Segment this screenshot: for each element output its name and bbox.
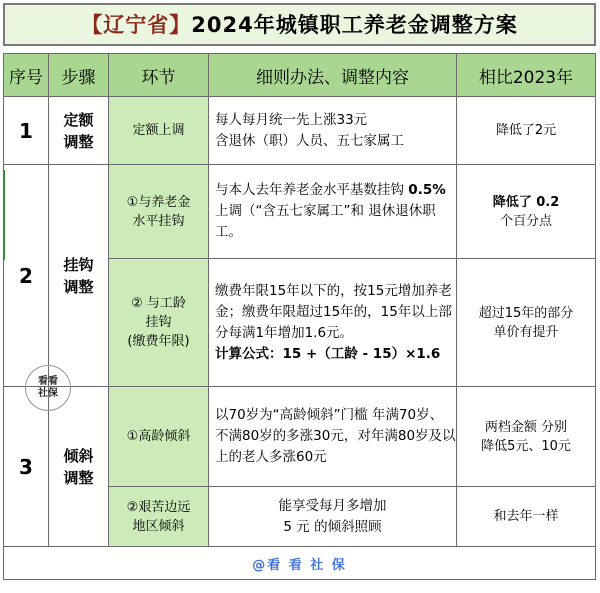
compare-bold: 降低了 0.2: [492, 194, 560, 210]
page-title: [3, 3, 596, 46]
row-step: 定额 调整: [49, 97, 109, 165]
header-step: 步骤: [49, 54, 109, 97]
row-phase: ①高龄倾斜: [109, 387, 209, 487]
header-no: 序号: [4, 54, 49, 97]
detail-text: 缴费年限15年以下的，按15元增加养老金；缴费年限超过15年的，15年以上部分每满1年增加1.6元。: [215, 282, 452, 341]
header-phase: 环节: [109, 54, 209, 97]
row-detail: [209, 259, 457, 387]
row-detail: [209, 97, 457, 165]
table-row: [4, 165, 596, 259]
row-step: 倾斜 调整: [49, 387, 109, 547]
detail-line: 含退休（职）人员、五七家属工: [215, 132, 404, 149]
footer-row: [4, 547, 596, 580]
table-row: [4, 387, 596, 487]
row-detail: 能享受每月多增加 5 元 的倾斜照顾: [209, 487, 457, 547]
title-province: 辽宁省: [103, 13, 170, 37]
header-detail: 细则办法、调整内容: [209, 54, 457, 97]
row-compare: 超过15年的部分 单价有提升: [457, 259, 596, 387]
row-number: 1: [4, 97, 49, 165]
formula-text: 计算公式：15 +（工龄 - 15）×1.6: [215, 345, 441, 362]
row-detail: [209, 165, 457, 259]
row-compare: 两档金额 分别 降低5元、10元: [457, 387, 596, 487]
detail-line: 每人每月统一先上涨33元: [215, 111, 368, 128]
title-bracket-left: 【: [81, 13, 104, 37]
title-text: 2024年城镇职工养老金调整方案: [191, 13, 518, 37]
title-bracket-right: 】: [169, 13, 192, 37]
table-row: [4, 97, 596, 165]
row-phase: ② 与工龄 挂钩 (缴费年限): [109, 259, 209, 387]
header-row: [4, 54, 596, 97]
row-number: 3: [4, 387, 49, 547]
row-compare: 降低了2元: [457, 97, 596, 165]
row-step: 挂钩 调整: [49, 165, 109, 387]
row-phase: 定额上调: [109, 97, 209, 165]
row-phase: ②艰苦边远 地区倾斜: [109, 487, 209, 547]
compare-rest: 个百分点: [499, 213, 552, 229]
detail-text: 与本人去年养老金水平基数挂钩: [215, 182, 409, 198]
row-number: 2: [4, 165, 49, 387]
footer-credit: @看 看 社 保: [4, 547, 596, 580]
stamp-seal: 看看 社保: [25, 365, 71, 411]
detail-text: 上调（“含五七家属工”和 退休退休职工。: [215, 203, 436, 240]
adjustment-table: [3, 53, 596, 580]
row-compare: 和去年一样: [457, 487, 596, 547]
row-detail: 以70岁为“高龄倾斜”门槛 年满70岁、不满80岁的多涨30元，对年满80岁及以上的老人多涨60元: [209, 387, 457, 487]
row-compare: [457, 165, 596, 259]
page: [3, 3, 596, 589]
header-compare: 相比2023年: [457, 54, 596, 97]
row-phase: ①与养老金 水平挂钩: [109, 165, 209, 259]
detail-percent: 0.5%: [408, 182, 446, 198]
